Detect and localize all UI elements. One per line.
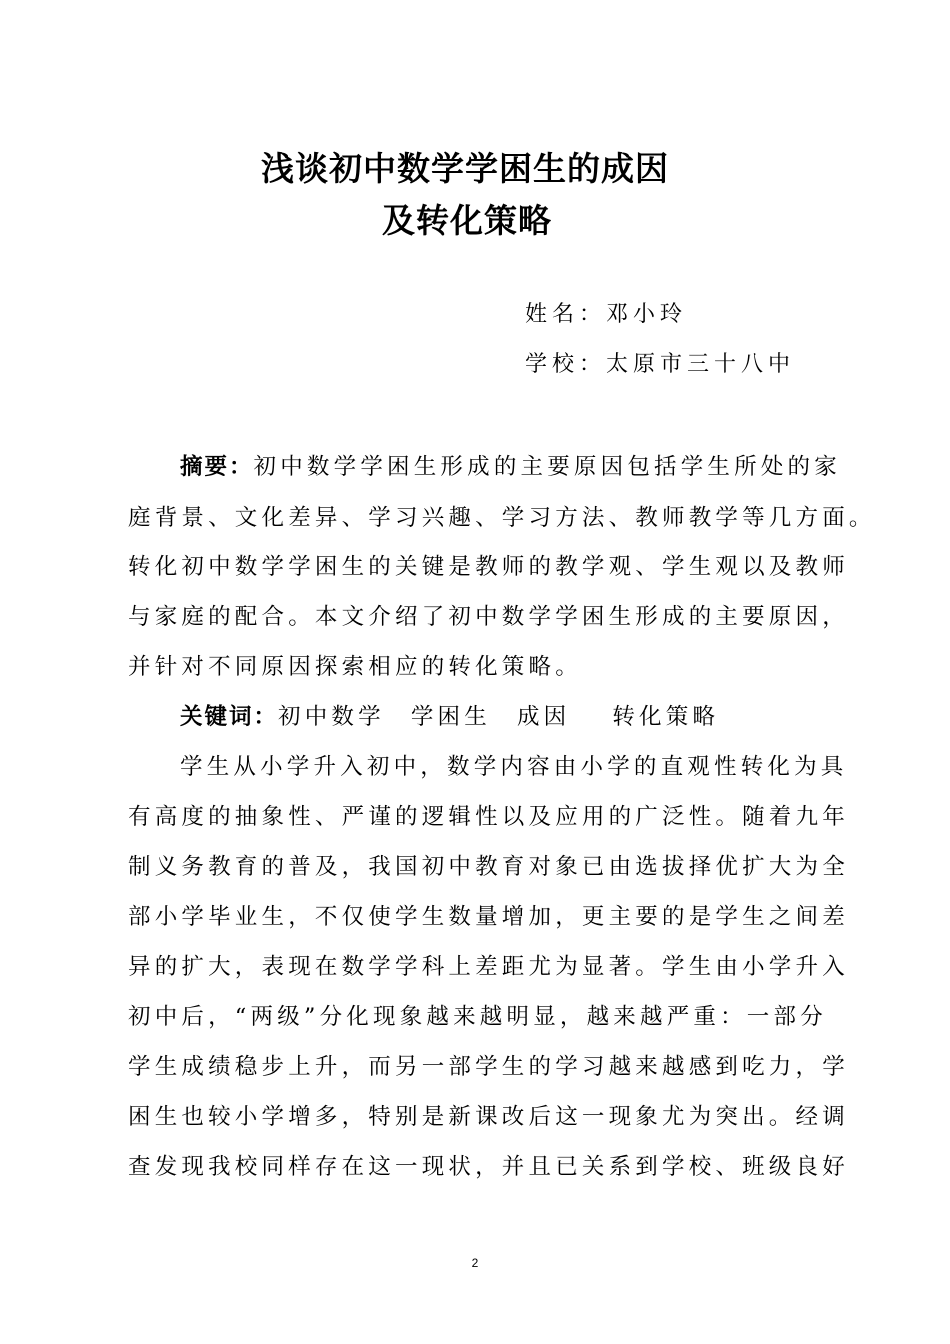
body-line-5: 异的扩大，表现在数学学科上差距尤为显著。学生由小学升入 [128, 954, 849, 980]
abstract-line-5: 并针对不同原因探索相应的转化策略。 [128, 654, 582, 680]
body-line-3: 制义务教育的普及，我国初中教育对象已由选拔择优扩大为全 [128, 854, 849, 880]
page-number: 2 [471, 1256, 479, 1270]
author-name: 姓名：邓小玲 [525, 302, 688, 327]
keyword-item: 初中数学 [278, 704, 385, 730]
keyword-item: 学困生 [410, 704, 491, 730]
abstract-text: 初中数学学困生形成的主要原因包括学生所处的家 [253, 454, 841, 480]
body-line-8: 困生也较小学增多，特别是新课改后这一现象尤为突出。经调 [128, 1104, 849, 1130]
keywords-line [180, 699, 900, 731]
body-line-4: 部小学毕业生，不仅使学生数量增加，更主要的是学生之间差 [128, 904, 849, 930]
body-line-6: 初中后，“两级”分化现象越来越明显，越来越严重：一部分 [128, 1004, 827, 1030]
author-school: 学校：太原市三十八中 [525, 352, 796, 377]
keyword-item: 转化策略 [612, 704, 720, 730]
abstract-line-2: 庭背景、文化差异、学习兴趣、学习方法、教师教学等几方面。 [128, 505, 876, 531]
document-title-line-1: 浅谈初中数学学困生的成因 [261, 149, 669, 188]
abstract-line-3: 转化初中数学学困生的关键是教师的教学观、学生观以及教师 [128, 554, 849, 580]
body-line-9: 查发现我校同样存在这一现状，并且已关系到学校、班级良好 [128, 1154, 849, 1180]
abstract-line-1 [180, 449, 900, 481]
abstract-line-4: 与家庭的配合。本文介绍了初中数学学困生形成的主要原因， [128, 604, 849, 630]
keyword-item: 成因 [516, 704, 571, 730]
document-title-line-2: 及转化策略 [382, 201, 552, 240]
keywords-label: 关键词： [180, 704, 279, 730]
body-line-2: 有高度的抽象性、严谨的逻辑性以及应用的广泛性。随着九年 [128, 804, 849, 830]
abstract-label: 摘要： [180, 454, 254, 480]
body-line-1: 学生从小学升入初中，数学内容由小学的直观性转化为具 [180, 754, 848, 780]
body-line-7: 学生成绩稳步上升，而另一部学生的学习越来越感到吃力，学 [128, 1054, 849, 1080]
